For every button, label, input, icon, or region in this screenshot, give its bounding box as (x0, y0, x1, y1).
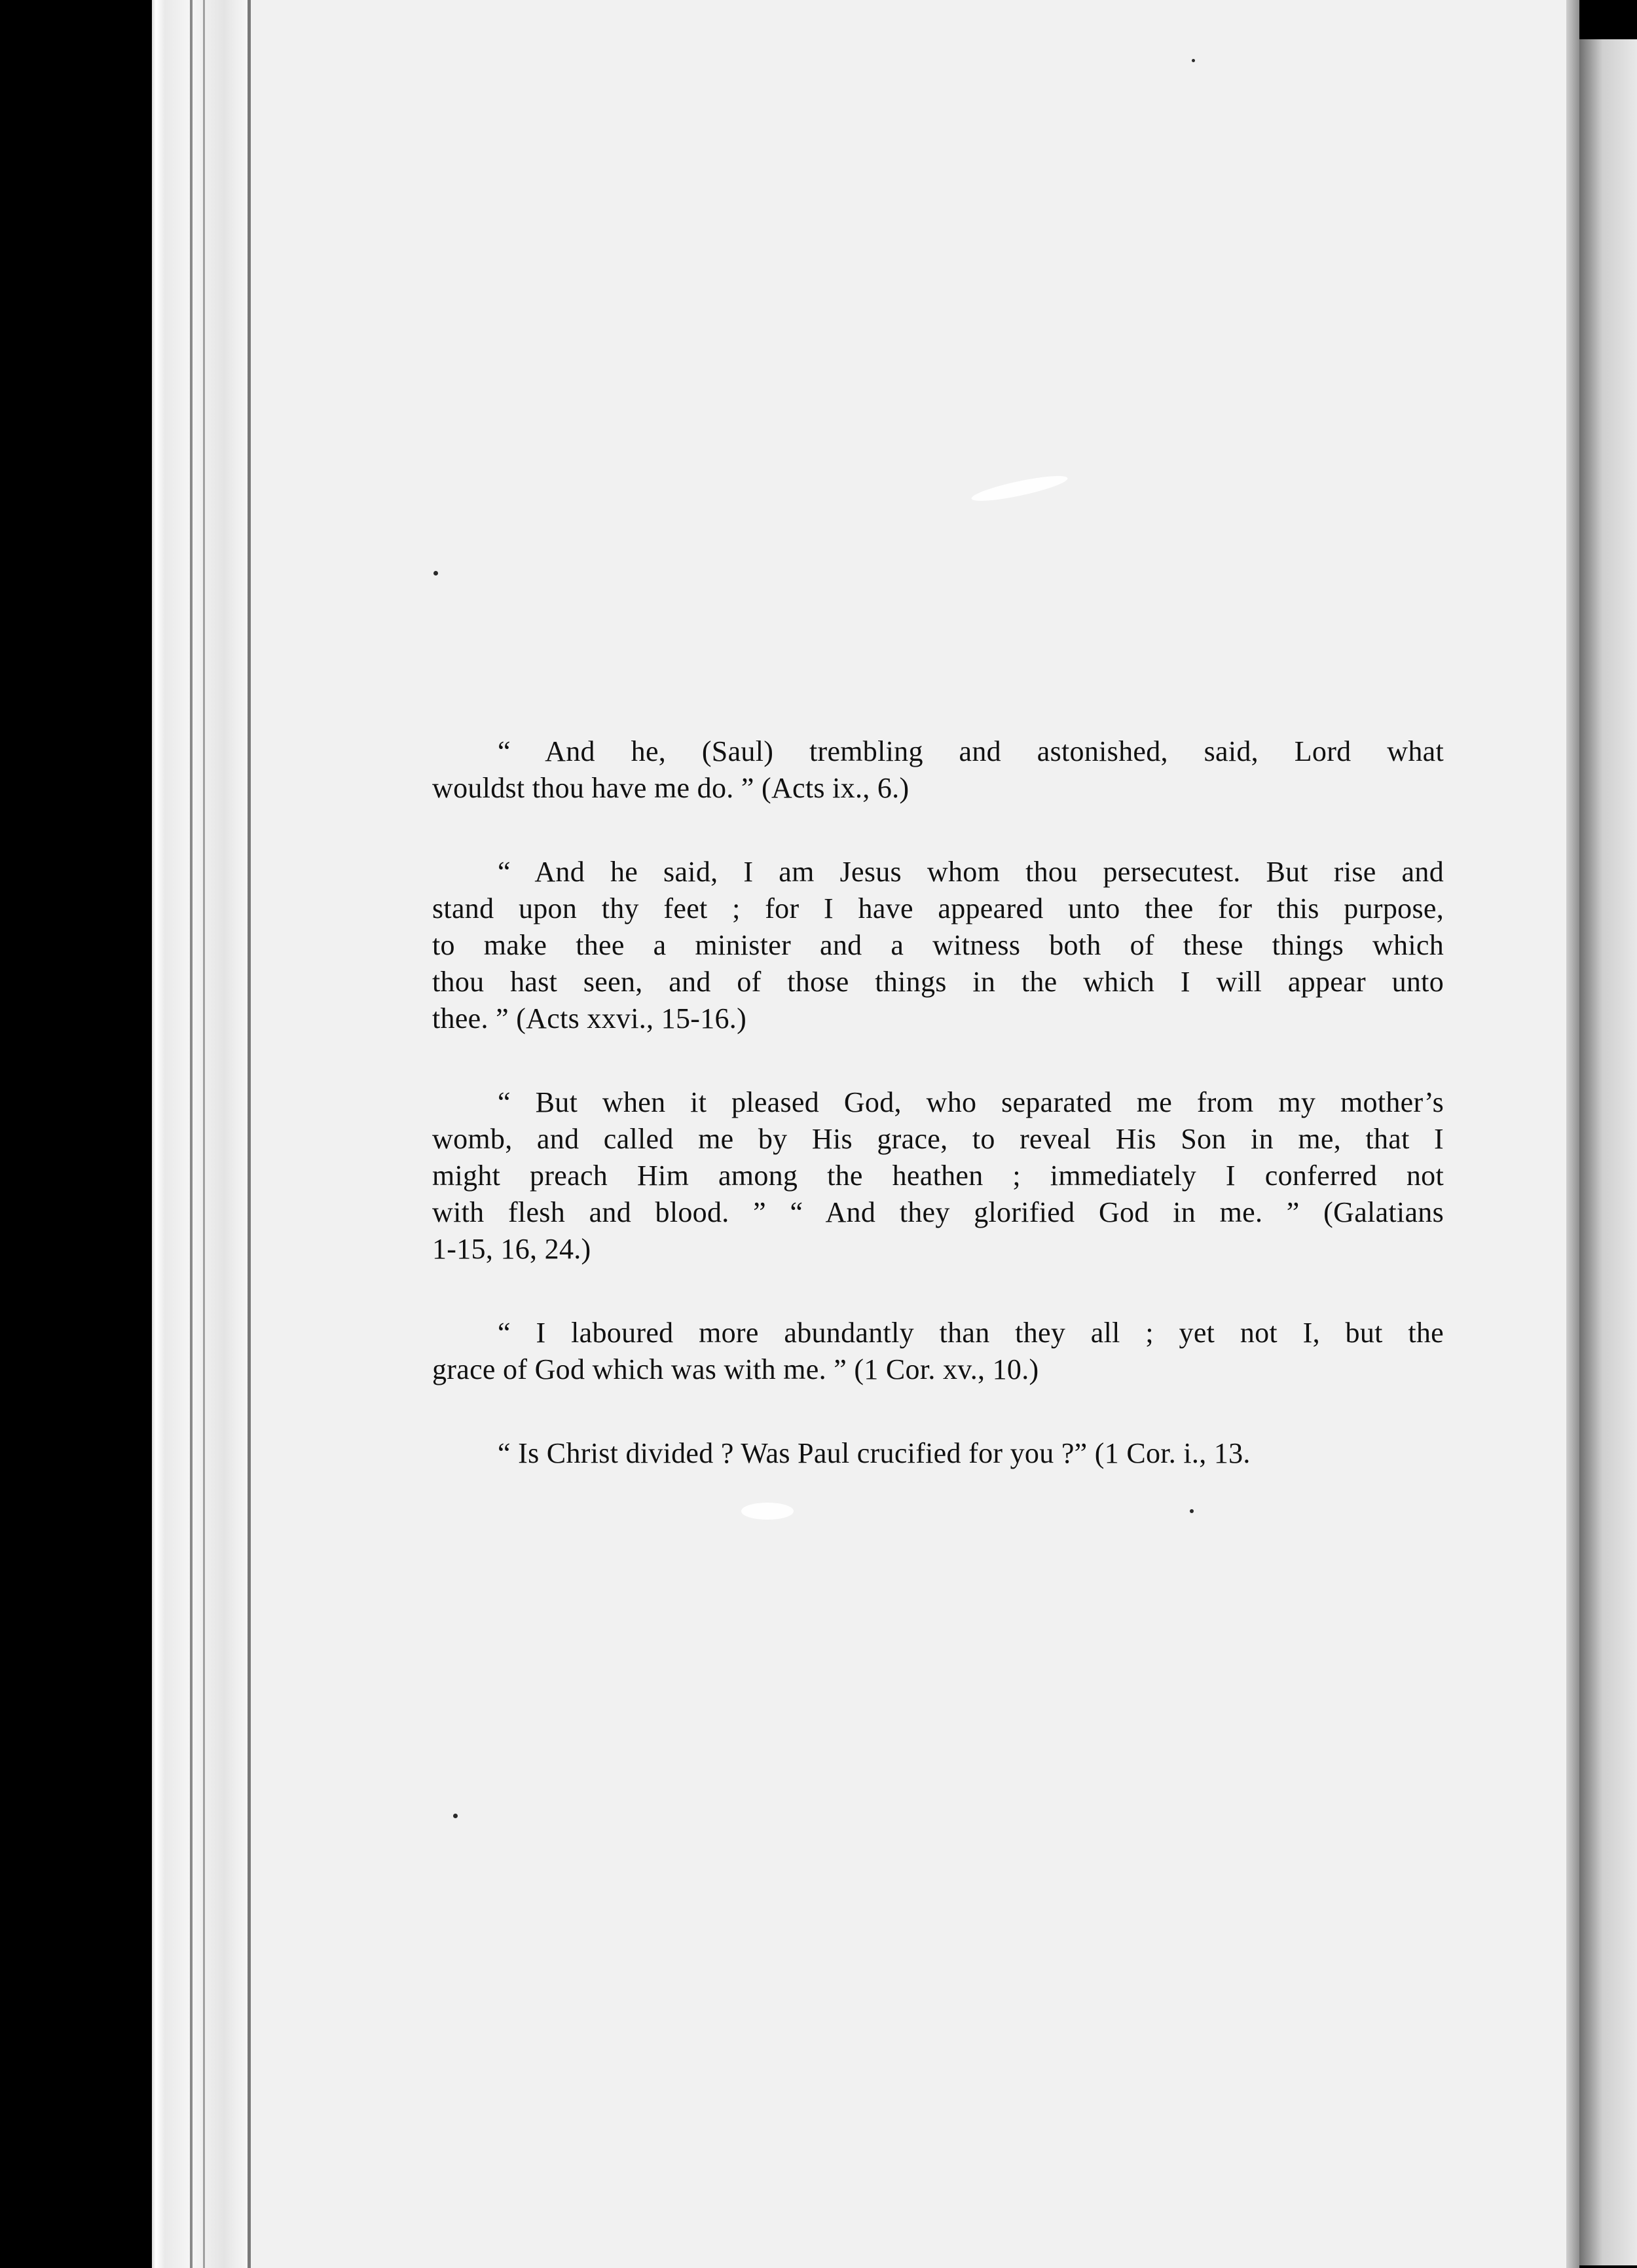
quote-line: wouldst thou have me do. ” (Acts ix., 6.) (432, 772, 910, 804)
binding-edge (152, 0, 250, 2268)
scan-speck (1192, 59, 1195, 62)
scan-smudge (970, 471, 1069, 506)
quote-line: grace of God which was with me. ” (1 Cor. xv., 10.) (432, 1353, 1039, 1385)
quote-line: thee. ” (Acts xxvi., 15-16.) (432, 1002, 747, 1034)
scan-speck (433, 571, 438, 576)
quote-line: with flesh and blood. ” “ And they glorified God in me. ” (Galatians (432, 1196, 1444, 1228)
quote-line: to make thee a minister and a witness both of these things which (432, 929, 1444, 961)
quote-line: “ And he said, I am Jesus whom thou persecutest. But rise and (498, 856, 1444, 888)
quote-acts-26 (432, 854, 1444, 1037)
scripture-quotations (432, 733, 1444, 1519)
binding-line (203, 0, 205, 2268)
quote-line: might preach Him among the heathen ; immediately I conferred not (432, 1160, 1444, 1192)
quote-line: “ And he, (Saul) trembling and astonished, said, Lord what (498, 735, 1444, 767)
scan-speck (453, 1814, 458, 1818)
quote-1-cor-15 (432, 1315, 1444, 1388)
facing-page-edge (1579, 39, 1637, 2265)
quote-line: thou hast seen, and of those things in the which I will appear unto (432, 966, 1444, 998)
binding-line (248, 0, 251, 2268)
quote-line: 1-15, 16, 24.) (432, 1233, 591, 1265)
quote-line: womb, and called me by His grace, to reveal His Son in me, that I (432, 1123, 1444, 1155)
quote-line: “ I laboured more abundantly than they all ; yet not I, but the (498, 1317, 1444, 1349)
quote-acts-9 (432, 733, 1444, 807)
quote-1-cor-1 (432, 1435, 1444, 1472)
quote-line: stand upon thy feet ; for I have appeared unto thee for this purpose, (432, 892, 1444, 924)
quote-line: “ But when it pleased God, who separated me from my mother’s (498, 1086, 1444, 1118)
quote-galatians-1 (432, 1084, 1444, 1268)
quote-line: “ Is Christ divided ? Was Paul crucified for you ?” (1 Cor. i., 13. (498, 1437, 1251, 1469)
binding-line (190, 0, 193, 2268)
page-edge-shadow (1566, 0, 1579, 2268)
page-sheet (152, 0, 1579, 2268)
